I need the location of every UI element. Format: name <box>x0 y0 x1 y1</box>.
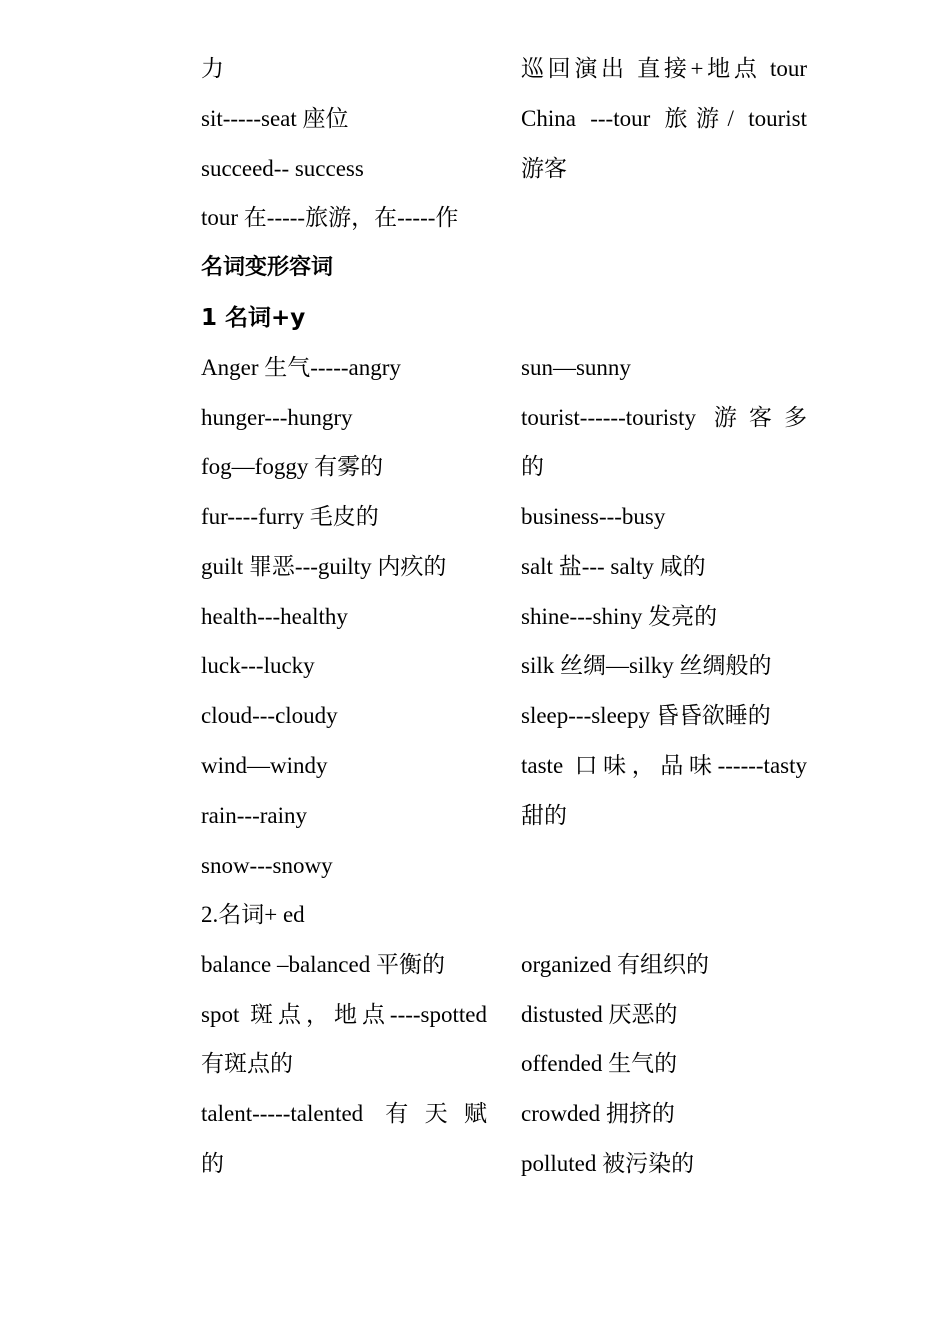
list-item: rain---rainy <box>201 803 307 828</box>
section-title: 名词变形容词 <box>201 255 334 280</box>
list-item: distusted 厌恶的 <box>521 1002 678 1027</box>
list-item: sleep---sleepy 昏昏欲睡的 <box>521 703 771 728</box>
list-item: wind—windy <box>201 753 328 778</box>
list-item: silk 丝绸—silky 丝绸般的 <box>521 653 772 678</box>
list-item: guilt 罪恶---guilty 内疚的 <box>201 554 447 579</box>
list-item: offended 生气的 <box>521 1051 678 1076</box>
list-item: snow---snowy <box>201 853 333 878</box>
list-item: 的 <box>521 454 544 479</box>
list-item: cloud---cloudy <box>201 703 338 728</box>
list-item: organized 有组织的 <box>521 952 710 977</box>
list-item: 有斑点的 <box>201 1051 293 1076</box>
list-item: spot 斑点，地点----spotted <box>201 1002 487 1027</box>
list-item: polluted 被污染的 <box>521 1151 695 1176</box>
top-left-line-4: tour 在-----旅游，在-----作 <box>201 205 459 230</box>
list-item: fur----furry 毛皮的 <box>201 504 379 529</box>
list-item: talent-----talented 有天赋 <box>201 1101 487 1126</box>
list-item: crowded 拥挤的 <box>521 1101 675 1126</box>
subsection-2-title: 2.名词+ ed <box>201 902 305 927</box>
list-item: taste 口味，品味------tasty <box>521 753 807 778</box>
list-item: 的 <box>201 1151 224 1176</box>
list-item: luck---lucky <box>201 653 315 678</box>
top-left-line-1: 力 <box>201 56 224 81</box>
list-item: Anger 生气-----angry <box>201 355 401 380</box>
top-right-line-2: China ---tour 旅游/ tourist <box>521 106 807 131</box>
list-item: salt 盐--- salty 咸的 <box>521 554 706 579</box>
list-item: business---busy <box>521 504 666 529</box>
list-item: hunger---hungry <box>201 405 353 430</box>
top-right-line-1: 巡回演出 直接+地点 tour <box>521 56 807 81</box>
list-item: sun—sunny <box>521 355 631 380</box>
list-item: tourist------touristy 游客多 <box>521 405 807 430</box>
list-item: fog—foggy 有雾的 <box>201 454 384 479</box>
subsection-1-title: 1 名词+y <box>201 305 306 331</box>
top-right-line-3: 游客 <box>521 156 567 181</box>
list-item: shine---shiny 发亮的 <box>521 604 718 629</box>
list-item: 甜的 <box>521 803 567 828</box>
list-item: health---healthy <box>201 604 348 629</box>
top-left-line-2: sit-----seat 座位 <box>201 106 349 131</box>
list-item: balance –balanced 平衡的 <box>201 952 445 977</box>
top-left-line-3: succeed-- success <box>201 156 364 181</box>
